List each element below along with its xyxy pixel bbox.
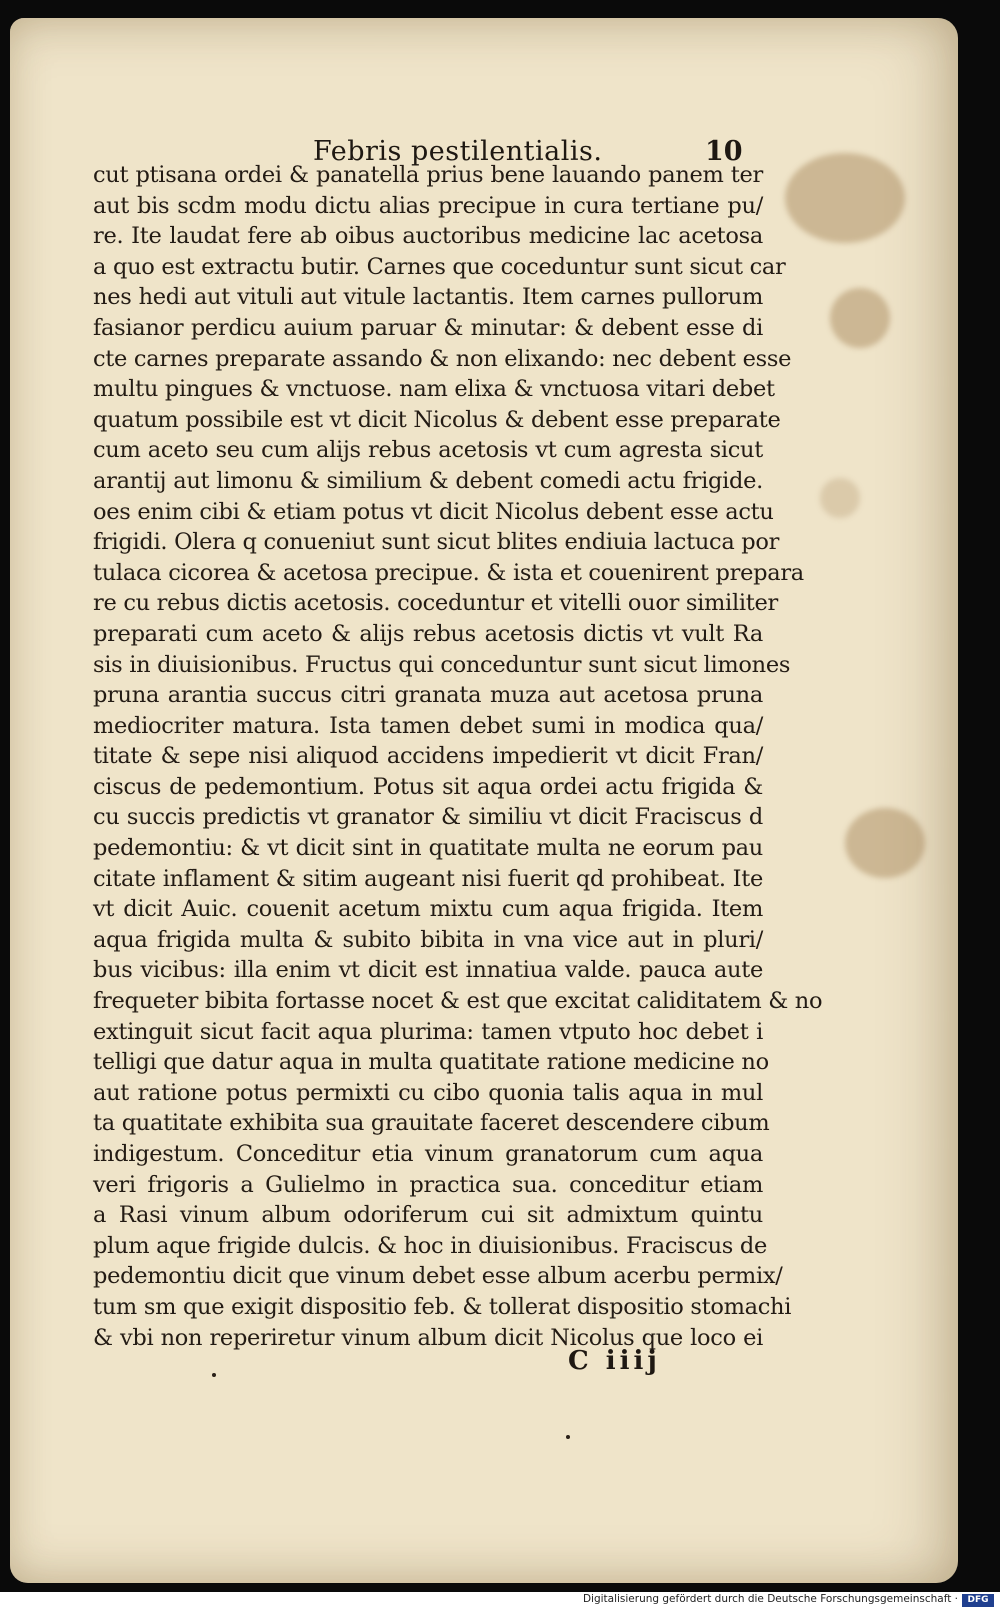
stain-mark (785, 153, 905, 243)
text-line: indigestum. Conceditur etia vinum granatorum cum aqua (93, 1141, 763, 1167)
text-line: re. Ite laudat fere ab oibus auctoribus medicine lac acetosa (93, 223, 763, 250)
text-line: extinguit sicut facit aqua plurima: tamen vtputo hoc debet i (93, 1018, 763, 1045)
text-line: quatum possibile est vt dicit Nicolus & debent esse preparate (93, 406, 781, 433)
text-line: multu pingues & vnctuose. nam elixa & vnctuosa vitari debet (93, 376, 775, 403)
text-line: tum sm que exigit dispositio feb. & tollerat dispositio stomachi (93, 1293, 792, 1320)
text-line: pruna arantia succus citri granata muza aut acetosa pruna (93, 682, 763, 709)
text-line: pedemontiu dicit que vinum debet esse album acerbu permix/ (93, 1263, 783, 1290)
text-line: plum aque frigide dulcis. & hoc in diuisionibus. Fraciscus de (93, 1232, 767, 1259)
text-line: vt dicit Auic. couenit acetum mixtu cum aqua frigida. Item (93, 896, 763, 923)
text-line: telligi que datur aqua in multa quatitate ratione medicine no (93, 1049, 769, 1076)
text-line: frigidi. Olera q conueniut sunt sicut blites endiuia lactuca por (93, 529, 780, 556)
ink-dot (566, 1435, 570, 1439)
ink-dot (212, 1373, 216, 1377)
text-line: cu succis predictis vt granator & similiu vt dicit Fraciscus d (93, 804, 763, 831)
text-line: sis in diuisionibus. Fructus qui conceduntur sunt sicut limones (93, 651, 791, 678)
text-line: titate & sepe nisi aliquod accidens impedierit vt dicit Fran/ (93, 743, 763, 770)
dfg-logo: DFG (962, 1594, 994, 1607)
text-line: arantij aut limonu & similium & debent comedi actu frigide. (93, 467, 763, 494)
signature-mark: C iiij (568, 1346, 661, 1376)
text-line: citate inflament & sitim augeant nisi fuerit qd prohibeat. Ite (93, 865, 763, 892)
text-line: ta quatitate exhibita sua grauitate faceret descendere cibum (93, 1110, 770, 1137)
text-line: aqua frigida multa & subito bibita in vna vice aut in pluri/ (93, 926, 763, 953)
text-line: a quo est extractu butir. Carnes que coceduntur sunt sicut car (93, 253, 786, 280)
text-line: aut ratione potus permixti cu cibo quonia talis aqua in mul (93, 1079, 763, 1106)
text-line: frequeter bibita fortasse nocet & est que excitat caliditatem & no (93, 988, 823, 1015)
text-line: cte carnes preparate assando & non elixando: nec debent esse (93, 345, 792, 372)
text-line: re cu rebus dictis acetosis. coceduntur et vitelli ouor similiter (93, 590, 778, 617)
text-line: mediocriter matura. Ista tamen debet sumi in modica qua/ (93, 712, 763, 739)
folio-number: 10 (705, 136, 743, 167)
text-line: veri frigoris a Gulielmo in practica sua. conceditur etiam (93, 1171, 763, 1198)
stain-mark (845, 808, 925, 878)
text-line: bus vicibus: illa enim vt dicit est innatiua valde. pauca aute (93, 957, 763, 984)
footer-credit: Digitalisierung gefördert durch die Deutsche Forschungsgemeinschaft · (582, 1593, 958, 1605)
text-line: cut ptisana ordei & panatella prius bene lauando panem ter (93, 162, 763, 188)
text-line: nes hedi aut vituli aut vitule lactantis. Item carnes pullorum (93, 284, 763, 311)
stain-mark (820, 478, 860, 518)
text-line: ciscus de pedemontium. Potus sit aqua ordei actu frigida & (93, 773, 763, 800)
stain-mark (830, 288, 890, 348)
text-line: & vbi non reperiretur vinum album dicit Nicolus que loco ei (93, 1324, 763, 1351)
text-line: pedemontiu: & vt dicit sint in quatitate multa ne eorum pau (93, 835, 763, 862)
body-text (93, 160, 823, 1353)
text-line: preparati cum aceto & alijs rebus acetosis dictis vt vult Ra (93, 620, 763, 647)
text-line: oes enim cibi & etiam potus vt dicit Nicolus debent esse actu (93, 498, 774, 525)
running-title: Febris pestilentialis. (313, 136, 603, 167)
text-line: aut bis scdm modu dictu alias precipue in cura tertiane pu/ (93, 192, 763, 219)
text-line: tulaca cicorea & acetosa precipue. & ista et couenirent prepara (93, 559, 804, 586)
text-line: fasianor perdicu auium paruar & minutar: & debent esse di (93, 314, 763, 341)
text-line: cum aceto seu cum alijs rebus acetosis vt cum agresta sicut (93, 437, 763, 464)
text-line: a Rasi vinum album odoriferum cui sit admixtum quintu (93, 1202, 763, 1229)
